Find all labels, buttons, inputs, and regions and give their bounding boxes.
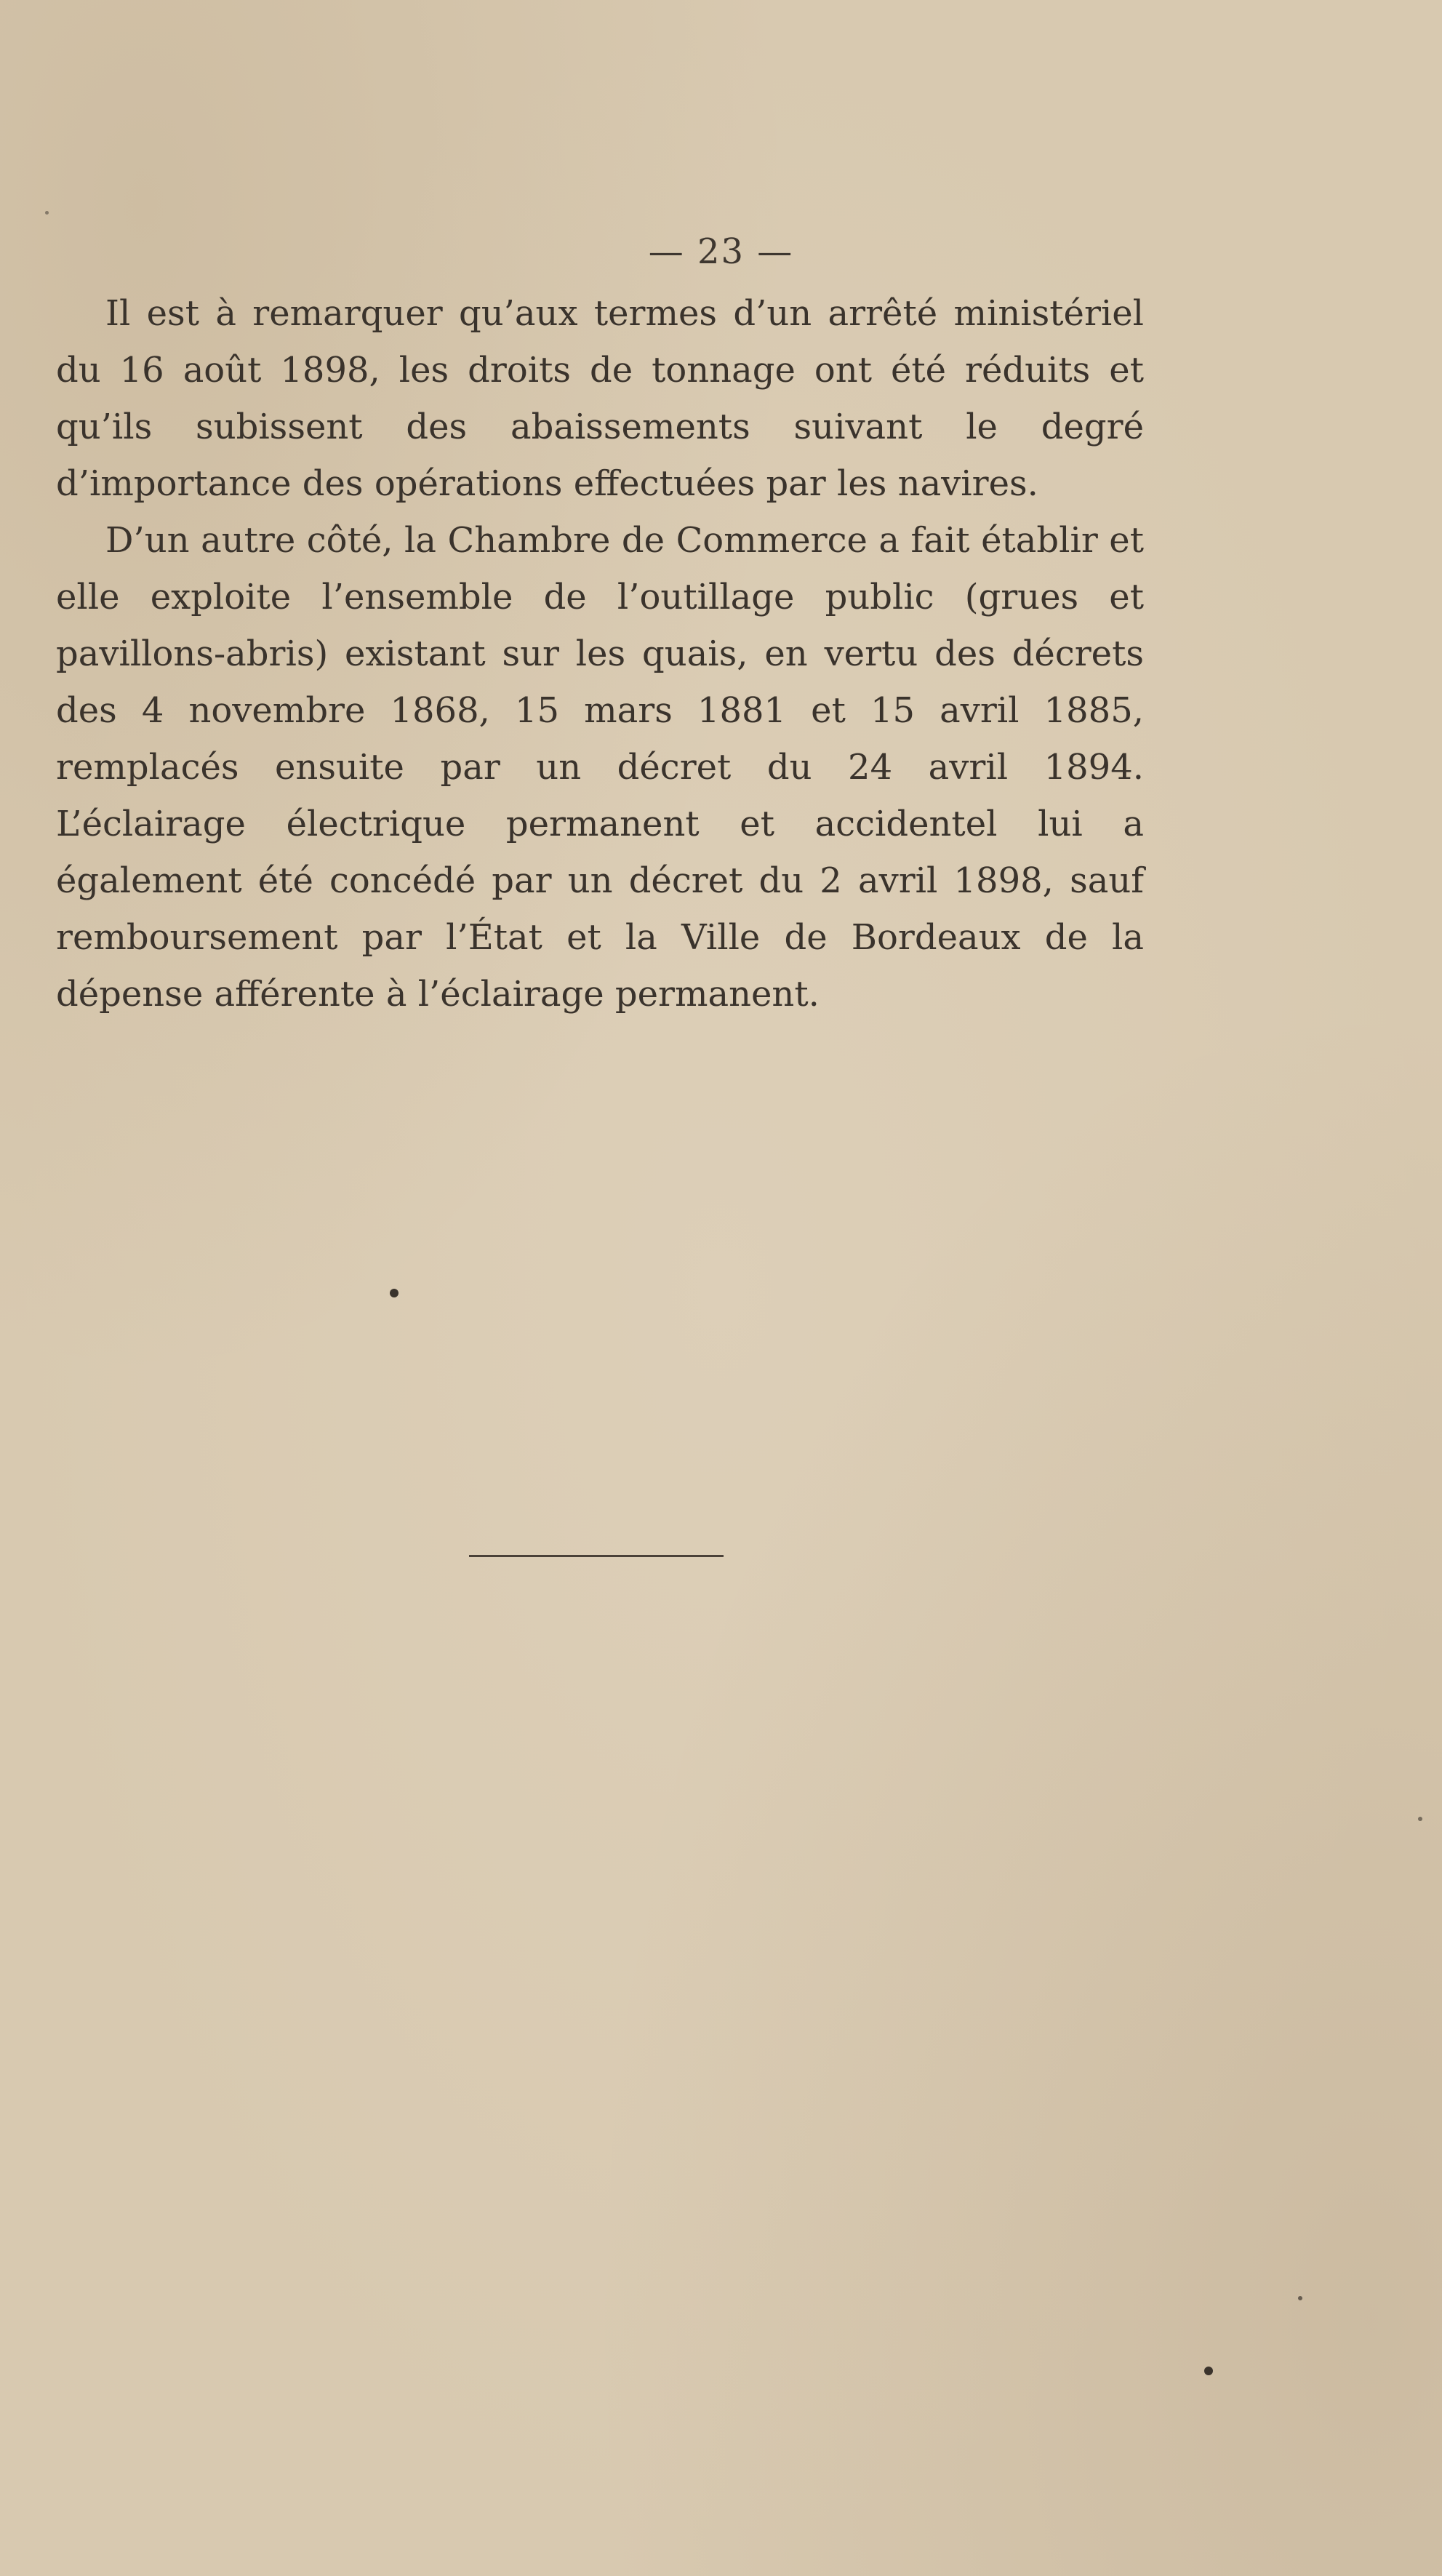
ink-speck [1204, 2367, 1213, 2375]
body-text [56, 285, 1144, 1023]
paragraph-outillage: D’un autre côté, la Chambre de Commerce a fait établir et elle exploite l’ensemble de l’outillage public (grues et pavillons-abris) existant sur les quais, en vertu des décrets des 4 novembre 1868, 15 mars 1881 et 15 avril 1885, remplacés ensuite par un décret du 24 avril 1894. L’éclairage électrique permanent et accidentel lui a également été concédé par un décret du 2 avril 1898, sauf remboursement par l’État et la Ville de Bordeaux de la dépense afférente à l’éclairage permanent. [56, 520, 1144, 1015]
page-number: — 23 — [648, 231, 794, 272]
ink-speck [1418, 1817, 1422, 1821]
ink-speck [1298, 2296, 1302, 2300]
ink-speck [45, 211, 49, 215]
section-divider [469, 1555, 724, 1557]
ink-speck [390, 1289, 398, 1297]
paragraph-tonnage: Il est à remarquer qu’aux termes d’un arrêté ministériel du 16 août 1898, les droits de tonnage ont été réduits et qu’ils subissent des abaissements suivant le degré d’importance des opérations effectuées par les navires. [56, 293, 1144, 504]
